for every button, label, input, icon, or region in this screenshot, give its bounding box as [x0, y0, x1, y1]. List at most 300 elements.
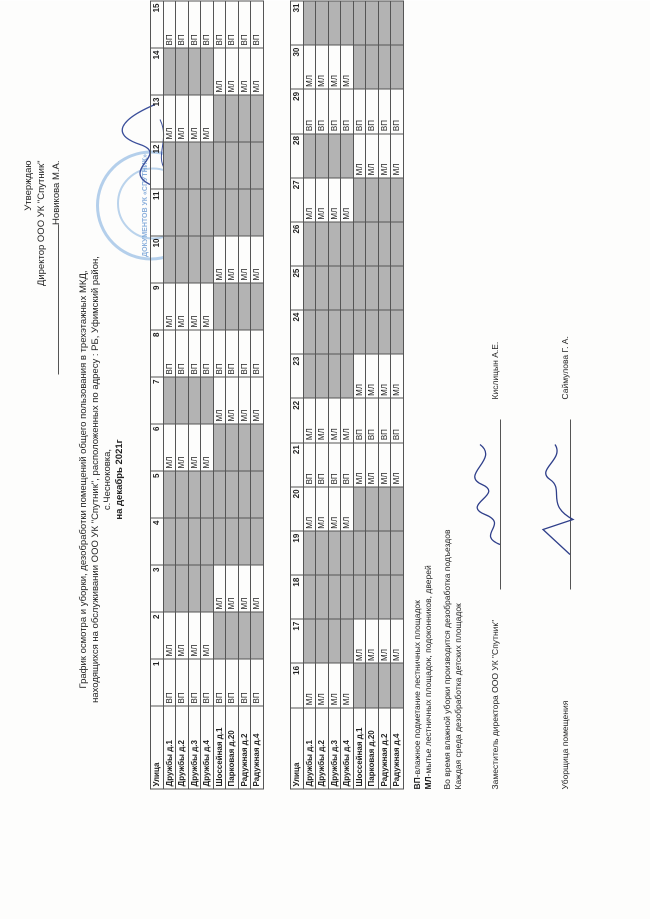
schedule-cell: [213, 142, 226, 189]
approver-signature-line: [48, 224, 59, 374]
schedule-cell: [303, 222, 316, 266]
schedule-cell: [163, 48, 176, 95]
schedule-cell: [226, 283, 239, 330]
schedule-cell: [353, 310, 366, 354]
schedule-cell: [378, 45, 391, 89]
schedule-cell: [366, 1, 379, 45]
schedule-cell: [391, 486, 404, 530]
schedule-cell: ВП: [188, 1, 201, 48]
schedule-cell: ВП: [163, 659, 176, 706]
schedule-cell: [353, 663, 366, 707]
schedule-cell: [163, 189, 176, 236]
schedule-cell: [353, 45, 366, 89]
header-street: Улица: [291, 707, 304, 788]
schedule-cell: [366, 45, 379, 89]
schedule-cell: [303, 1, 316, 45]
header-day: 5: [151, 471, 164, 518]
header-day: 30: [291, 45, 304, 89]
schedule-cell: [341, 531, 354, 575]
schedule-cell: МЛ: [328, 177, 341, 221]
schedule-cell: МЛ: [303, 177, 316, 221]
note-1: Во время влажной уборки производится дезобработка подъездов: [442, 529, 452, 789]
schedule-cell: МЛ: [251, 565, 264, 612]
table-row: [341, 1, 354, 789]
title-line-1: График осмотра и уборки, дезобработки помещений общего пользования в трехэтажных МКД,: [78, 269, 89, 689]
schedule-cell: [341, 133, 354, 177]
schedule-cell: [251, 471, 264, 518]
schedule-cell: [353, 177, 366, 221]
title-line-3: с.Чесноковка,: [102, 448, 113, 510]
schedule-cell: [213, 189, 226, 236]
schedule-cell: МЛ: [176, 283, 189, 330]
schedule-cell: [226, 612, 239, 659]
schedule-cell: ВП: [201, 659, 214, 706]
schedule-cell: [163, 471, 176, 518]
table-row: [176, 1, 189, 789]
schedule-cell: [366, 222, 379, 266]
schedule-cell: МЛ: [213, 377, 226, 424]
schedule-cell: [201, 565, 214, 612]
header-day: 29: [291, 89, 304, 133]
schedule-cell: [316, 1, 329, 45]
schedule-cell: ВП: [391, 398, 404, 442]
street-name: Дружбы д.2: [316, 707, 329, 788]
street-name: Дружбы д.3: [188, 706, 201, 789]
schedule-cell: МЛ: [163, 283, 176, 330]
schedule-cell: [251, 518, 264, 565]
schedule-cell: [176, 377, 189, 424]
schedule-cell: МЛ: [238, 565, 251, 612]
schedule-cell: МЛ: [188, 424, 201, 471]
schedule-cell: МЛ: [176, 95, 189, 142]
schedule-cell: ВП: [201, 330, 214, 377]
street-name: Дружбы д.1: [303, 707, 316, 788]
schedule-cell: [341, 354, 354, 398]
schedule-table-1: [150, 0, 264, 789]
street-name: Парковая д.20: [366, 707, 379, 788]
street-name: Шоссейная д.1: [353, 707, 366, 788]
schedule-cell: [176, 565, 189, 612]
schedule-cell: [251, 612, 264, 659]
schedule-cell: МЛ: [201, 612, 214, 659]
schedule-cell: [391, 531, 404, 575]
schedule-cell: [303, 619, 316, 663]
seal-text: ДОКУМЕНТОВ УК «СПУТНИК»: [142, 153, 149, 257]
table-header-row: [291, 1, 304, 789]
schedule-cell: МЛ: [366, 133, 379, 177]
schedule-cell: [328, 310, 341, 354]
schedule-cell: ВП: [201, 1, 214, 48]
street-name: Дружбы д.4: [201, 706, 214, 789]
schedule-cell: [353, 1, 366, 45]
schedule-cell: МЛ: [366, 442, 379, 486]
schedule-cell: [163, 565, 176, 612]
schedule-cell: ВП: [176, 330, 189, 377]
header-day: 25: [291, 266, 304, 310]
schedule-cell: [341, 266, 354, 310]
legend-ml-code: МЛ: [423, 775, 433, 789]
street-name: Дружбы д.3: [328, 707, 341, 788]
header-day: 22: [291, 398, 304, 442]
schedule-cell: [188, 471, 201, 518]
schedule-cell: ВП: [303, 442, 316, 486]
schedule-cell: [238, 95, 251, 142]
schedule-cell: [176, 189, 189, 236]
schedule-cell: [188, 142, 201, 189]
header-day: 10: [151, 236, 164, 283]
table-row: [353, 1, 366, 789]
schedule-cell: [341, 619, 354, 663]
schedule-cell: МЛ: [316, 177, 329, 221]
schedule-cell: МЛ: [378, 442, 391, 486]
table-row: [391, 1, 404, 789]
schedule-cell: [201, 471, 214, 518]
signer-2-role: Уборщица помещения: [560, 700, 570, 789]
approve-label: Утверждаю: [23, 160, 34, 211]
schedule-cell: [328, 1, 341, 45]
title-month: на декабрь 2021г: [114, 438, 125, 520]
header-day: 12: [151, 142, 164, 189]
header-day: 17: [291, 619, 304, 663]
schedule-cell: МЛ: [341, 663, 354, 707]
header-day: 7: [151, 377, 164, 424]
schedule-cell: [303, 354, 316, 398]
schedule-cell: [316, 222, 329, 266]
table-row: [303, 1, 316, 789]
schedule-cell: МЛ: [226, 377, 239, 424]
street-name: Дружбы д.4: [341, 707, 354, 788]
title-line-2: находящихся на обслуживании ООО УК "Спутник", расположенных по адресу : РБ, Уфимский район,: [90, 255, 101, 703]
schedule-cell: МЛ: [378, 354, 391, 398]
schedule-cell: МЛ: [391, 133, 404, 177]
schedule-cell: МЛ: [303, 663, 316, 707]
schedule-cell: МЛ: [213, 565, 226, 612]
schedule-cell: [378, 1, 391, 45]
schedule-cell: [316, 133, 329, 177]
schedule-cell: [238, 471, 251, 518]
schedule-cell: МЛ: [353, 619, 366, 663]
street-name: Радужная д.2: [238, 706, 251, 789]
schedule-cell: МЛ: [328, 486, 341, 530]
schedule-cell: МЛ: [238, 236, 251, 283]
schedule-cell: [226, 95, 239, 142]
schedule-cell: [353, 531, 366, 575]
schedule-cell: МЛ: [316, 486, 329, 530]
schedule-cell: ВП: [391, 89, 404, 133]
schedule-cell: [238, 424, 251, 471]
header-day: 27: [291, 177, 304, 221]
table-row: [251, 1, 264, 789]
schedule-cell: [176, 142, 189, 189]
schedule-cell: [238, 189, 251, 236]
header-day: 28: [291, 133, 304, 177]
schedule-cell: МЛ: [353, 442, 366, 486]
schedule-cell: [378, 266, 391, 310]
signer-2-signature-ink: [535, 439, 580, 559]
schedule-cell: МЛ: [391, 619, 404, 663]
signer-2-name: Саймулова Г. А.: [560, 335, 570, 399]
schedule-cell: [226, 471, 239, 518]
schedule-cell: [366, 531, 379, 575]
schedule-cell: [303, 310, 316, 354]
schedule-cell: ВП: [378, 89, 391, 133]
schedule-cell: МЛ: [316, 45, 329, 89]
schedule-cell: [213, 95, 226, 142]
schedule-cell: МЛ: [303, 398, 316, 442]
schedule-cell: [303, 575, 316, 619]
schedule-cell: [378, 531, 391, 575]
schedule-cell: МЛ: [303, 486, 316, 530]
schedule-cell: [213, 612, 226, 659]
schedule-cell: ВП: [226, 330, 239, 377]
schedule-cell: [316, 619, 329, 663]
street-name: Дружбы д.1: [163, 706, 176, 789]
table-row: [213, 1, 226, 789]
schedule-cell: ВП: [303, 89, 316, 133]
table-row: [366, 1, 379, 789]
signer-1-name: Кислицын А.Е.: [490, 341, 500, 399]
schedule-cell: [188, 518, 201, 565]
schedule-cell: МЛ: [341, 398, 354, 442]
legend-vp-code: ВП: [412, 776, 422, 789]
header-day: 19: [291, 531, 304, 575]
schedule-cell: [188, 236, 201, 283]
schedule-cell: [366, 663, 379, 707]
signer-1-signature-ink: [470, 439, 515, 549]
schedule-cell: [366, 310, 379, 354]
schedule-cell: МЛ: [226, 236, 239, 283]
schedule-cell: [328, 222, 341, 266]
schedule-cell: ВП: [163, 1, 176, 48]
approval-block: [22, 160, 63, 374]
schedule-cell: ВП: [251, 330, 264, 377]
schedule-cell: ВП: [251, 659, 264, 706]
schedule-cell: МЛ: [226, 565, 239, 612]
schedule-cell: МЛ: [176, 424, 189, 471]
header-day: 1: [151, 659, 164, 706]
table-row: [328, 1, 341, 789]
table-row: [163, 1, 176, 789]
schedule-cell: МЛ: [251, 236, 264, 283]
header-day: 2: [151, 612, 164, 659]
schedule-cell: [353, 486, 366, 530]
schedule-cell: ВП: [238, 330, 251, 377]
schedule-cell: [213, 471, 226, 518]
header-day: 11: [151, 189, 164, 236]
schedule-cell: МЛ: [353, 133, 366, 177]
schedule-cell: [176, 48, 189, 95]
street-name: Шоссейная д.1: [213, 706, 226, 789]
street-name: Радужная д.4: [391, 707, 404, 788]
table-row: [201, 1, 214, 789]
schedule-cell: ВП: [238, 659, 251, 706]
schedule-cell: [391, 45, 404, 89]
schedule-cell: [378, 486, 391, 530]
schedule-cell: [316, 531, 329, 575]
schedule-cell: [176, 471, 189, 518]
approver-position: Директор ООО УК "Спутник": [36, 160, 47, 286]
schedule-cell: МЛ: [303, 45, 316, 89]
schedule-cell: ВП: [353, 89, 366, 133]
schedule-cell: [238, 283, 251, 330]
schedule-cell: ВП: [176, 1, 189, 48]
header-day: 6: [151, 424, 164, 471]
schedule-cell: [251, 283, 264, 330]
schedule-cell: ВП: [341, 442, 354, 486]
note-2: Каждая среда дезобработка детских площадок: [453, 602, 463, 789]
schedule-cell: ВП: [213, 330, 226, 377]
schedule-cell: МЛ: [366, 354, 379, 398]
street-name: Радужная д.2: [378, 707, 391, 788]
schedule-cell: МЛ: [391, 442, 404, 486]
header-day: 3: [151, 565, 164, 612]
schedule-cell: МЛ: [176, 612, 189, 659]
schedule-cell: [378, 177, 391, 221]
table-row: [226, 1, 239, 789]
schedule-cell: [226, 518, 239, 565]
header-day: 23: [291, 354, 304, 398]
schedule-cell: ВП: [341, 89, 354, 133]
table-row: [188, 1, 201, 789]
schedule-cell: [188, 48, 201, 95]
schedule-cell: [201, 189, 214, 236]
street-name: Парковая д.20: [226, 706, 239, 789]
schedule-cell: МЛ: [378, 133, 391, 177]
schedule-cell: [251, 424, 264, 471]
header-day: 8: [151, 330, 164, 377]
schedule-cell: [391, 663, 404, 707]
schedule-cell: [238, 142, 251, 189]
schedule-cell: ВП: [213, 1, 226, 48]
schedule-cell: [251, 189, 264, 236]
schedule-cell: МЛ: [163, 95, 176, 142]
header-day: 16: [291, 663, 304, 707]
legend-ml-text: -мытье лестничных площадок, подоконников, дверей: [423, 564, 433, 776]
header-street: Улица: [151, 706, 164, 789]
schedule-cell: МЛ: [328, 398, 341, 442]
schedule-cell: ВП: [226, 1, 239, 48]
street-name: Радужная д.4: [251, 706, 264, 789]
schedule-cell: [391, 177, 404, 221]
header-day: 24: [291, 310, 304, 354]
schedule-cell: ВП: [378, 398, 391, 442]
schedule-cell: МЛ: [251, 48, 264, 95]
schedule-cell: МЛ: [341, 177, 354, 221]
schedule-cell: [341, 1, 354, 45]
schedule-cell: ВП: [353, 398, 366, 442]
schedule-cell: МЛ: [328, 45, 341, 89]
schedule-cell: МЛ: [226, 48, 239, 95]
schedule-cell: [328, 266, 341, 310]
schedule-cell: [303, 266, 316, 310]
schedule-cell: [378, 310, 391, 354]
schedule-cell: [188, 189, 201, 236]
schedule-cell: [251, 142, 264, 189]
schedule-cell: [378, 663, 391, 707]
schedule-cell: [188, 565, 201, 612]
schedule-cell: [366, 266, 379, 310]
schedule-cell: [201, 377, 214, 424]
schedule-cell: [328, 575, 341, 619]
schedule-cell: ВП: [316, 442, 329, 486]
schedule-cell: ВП: [316, 89, 329, 133]
schedule-cell: ВП: [213, 659, 226, 706]
legend: [412, 565, 434, 789]
document-title: [78, 199, 126, 759]
schedule-cell: [391, 266, 404, 310]
schedule-cell: ВП: [226, 659, 239, 706]
schedule-cell: [391, 575, 404, 619]
schedule-cell: [328, 354, 341, 398]
schedule-cell: [328, 133, 341, 177]
schedule-cell: МЛ: [238, 377, 251, 424]
schedule-cell: [366, 575, 379, 619]
schedule-cell: МЛ: [391, 354, 404, 398]
schedule-cell: МЛ: [188, 283, 201, 330]
schedule-cell: [391, 222, 404, 266]
schedule-cell: [316, 266, 329, 310]
schedule-cell: ВП: [176, 659, 189, 706]
schedule-cell: [213, 283, 226, 330]
schedule-cell: [238, 612, 251, 659]
table-row: [238, 1, 251, 789]
header-day: 9: [151, 283, 164, 330]
schedule-cell: ВП: [328, 442, 341, 486]
schedule-cell: ВП: [188, 659, 201, 706]
schedule-cell: [176, 518, 189, 565]
schedule-cell: ВП: [238, 1, 251, 48]
signer-1-role: Заместитель директора ООО УК "Спутник": [490, 619, 500, 789]
schedule-cell: [353, 266, 366, 310]
schedule-cell: ВП: [163, 330, 176, 377]
schedule-cell: [303, 531, 316, 575]
schedule-cell: [316, 354, 329, 398]
schedule-cell: МЛ: [163, 612, 176, 659]
schedule-cell: [176, 236, 189, 283]
schedule-cell: МЛ: [213, 48, 226, 95]
schedule-cell: [251, 95, 264, 142]
schedule-cell: МЛ: [238, 48, 251, 95]
schedule-cell: [303, 133, 316, 177]
schedule-cell: МЛ: [188, 95, 201, 142]
schedule-cell: [201, 142, 214, 189]
schedule-cell: [391, 1, 404, 45]
schedule-cell: [328, 531, 341, 575]
schedule-cell: [188, 377, 201, 424]
header-day: 21: [291, 442, 304, 486]
legend-vp-text: -влажное подметание лестничных площадок: [412, 599, 422, 777]
header-day: 4: [151, 518, 164, 565]
header-day: 20: [291, 486, 304, 530]
approver-name: Новикова М.А.: [51, 160, 62, 225]
schedule-cell: МЛ: [341, 45, 354, 89]
header-day: 14: [151, 48, 164, 95]
schedule-cell: [328, 619, 341, 663]
schedule-cell: МЛ: [316, 663, 329, 707]
schedule-cell: [201, 518, 214, 565]
schedule-cell: ВП: [188, 330, 201, 377]
schedule-cell: [366, 177, 379, 221]
table-row: [378, 1, 391, 789]
schedule-cell: [316, 310, 329, 354]
schedule-cell: [366, 486, 379, 530]
schedule-cell: МЛ: [366, 619, 379, 663]
schedule-cell: МЛ: [163, 424, 176, 471]
schedule-cell: [378, 222, 391, 266]
schedule-cell: МЛ: [213, 236, 226, 283]
schedule-cell: [163, 236, 176, 283]
header-day: 15: [151, 1, 164, 48]
